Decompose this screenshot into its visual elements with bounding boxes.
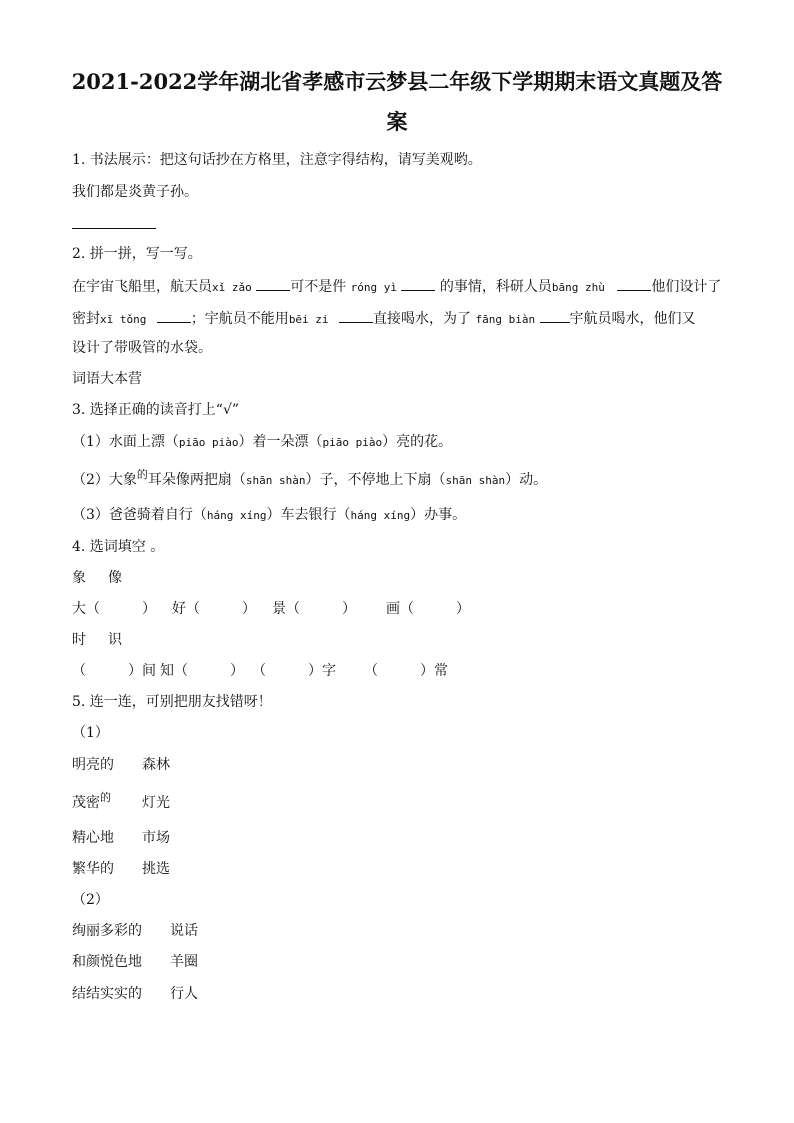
q3-text: ）车去银行（ bbox=[266, 507, 351, 523]
fill-item[interactable]: 知（ ） bbox=[160, 663, 244, 679]
match-right-item[interactable]: 市场 bbox=[142, 830, 170, 846]
pinyin-options[interactable]: piāo piào bbox=[322, 436, 383, 449]
q3-item-1 bbox=[72, 432, 452, 453]
q3-text: （1）水面上漂（ bbox=[72, 434, 179, 450]
q4-prompt: 4. 选词填空 。 bbox=[72, 539, 165, 555]
q3-text: ）办事。 bbox=[410, 507, 467, 523]
answer-blank[interactable] bbox=[157, 308, 191, 323]
pinyin-text: xī tǒng bbox=[100, 313, 147, 326]
fill-item[interactable]: （ ）常 bbox=[364, 663, 448, 679]
answer-blank[interactable] bbox=[617, 276, 651, 291]
answer-blank[interactable] bbox=[540, 308, 570, 323]
match-right-item[interactable]: 灯光 bbox=[142, 795, 170, 811]
pinyin-text: bēi zi bbox=[288, 313, 329, 326]
q1-answer-line[interactable] bbox=[72, 228, 156, 229]
q3-text: （2）大象 bbox=[72, 472, 137, 488]
q2-text: 可不是件 bbox=[290, 279, 347, 295]
q4-fill-row-1 bbox=[72, 599, 470, 619]
q5-prompt: 5. 连一连，可别把朋友找错呀！ bbox=[72, 694, 272, 710]
q3-text: （3）爸爸骑着自行（ bbox=[72, 507, 207, 523]
q4-word-options-1 bbox=[72, 568, 122, 588]
match-left-text: 茂密 bbox=[72, 795, 100, 811]
match-left-item[interactable] bbox=[72, 793, 111, 814]
q5-part-1-label: （1） bbox=[72, 725, 109, 741]
pinyin-text: fāng biàn bbox=[475, 313, 536, 326]
q1-sentence: 我们都是炎黄子孙。 bbox=[72, 184, 198, 200]
title-line-2: 案 bbox=[386, 109, 408, 134]
q3-item-2 bbox=[72, 470, 547, 491]
match-left-item[interactable]: 精心地 bbox=[72, 830, 114, 846]
q2-text: 在宇宙飞船里，航天员 bbox=[72, 279, 212, 295]
fill-item[interactable]: （ ）字 bbox=[252, 663, 336, 679]
pinyin-options[interactable]: háng xíng bbox=[350, 509, 411, 522]
match-right-item[interactable]: 羊圈 bbox=[170, 954, 198, 970]
fill-item[interactable]: 好（ ） bbox=[172, 601, 256, 617]
pinyin-options[interactable]: shān shàn bbox=[445, 474, 506, 487]
q2-text: ；宇航员不能用 bbox=[190, 311, 289, 327]
q4-word-options-2 bbox=[72, 630, 122, 650]
q4-fill-row-2 bbox=[72, 661, 448, 681]
document-title bbox=[60, 62, 734, 142]
pinyin-text: bāng zhù bbox=[551, 281, 605, 294]
q2-text: 密封 bbox=[72, 311, 100, 327]
q3-text: ）动。 bbox=[505, 472, 548, 488]
q5-part-2-label: （2） bbox=[72, 892, 109, 908]
q3-text: ）着一朵漂（ bbox=[238, 434, 323, 450]
pinyin-options[interactable]: piāo piào bbox=[178, 436, 239, 449]
match-left-item[interactable]: 和颜悦色地 bbox=[72, 954, 142, 970]
q1-prompt: 1. 书法展示：把这句话抄在方格里，注意字得结构，请写美观哟。 bbox=[72, 152, 482, 168]
q2-text: 宇航员喝水，他们又 bbox=[569, 311, 696, 327]
q2-text: 直接喝水，为了 bbox=[373, 311, 472, 327]
word-option: 象 bbox=[72, 570, 86, 586]
q2-text: 他们设计了 bbox=[651, 279, 722, 295]
match-right-item[interactable]: 说话 bbox=[170, 923, 198, 939]
pinyin-text: róng yì bbox=[350, 281, 398, 294]
q2-text: 的事情，科研人员 bbox=[439, 279, 552, 295]
q3-prompt: 3. 选择正确的读音打上“√” bbox=[72, 402, 240, 418]
pinyin-options[interactable]: háng xíng bbox=[206, 509, 267, 522]
match-left-item[interactable]: 繁华的 bbox=[72, 861, 114, 877]
word-option: 识 bbox=[108, 632, 122, 648]
q2-line-1 bbox=[72, 276, 721, 298]
section-heading: 词语大本营 bbox=[72, 371, 142, 387]
fill-item[interactable]: 画（ ） bbox=[386, 601, 470, 617]
pinyin-text: xǐ zǎo bbox=[212, 281, 252, 294]
match-left-item[interactable]: 结结实实的 bbox=[72, 986, 142, 1002]
q3-text: 的 bbox=[136, 468, 148, 481]
q3-item-3 bbox=[72, 505, 466, 526]
q2-line-2 bbox=[72, 308, 696, 330]
match-right-item[interactable]: 挑选 bbox=[142, 861, 170, 877]
match-left-item[interactable]: 绚丽多彩的 bbox=[72, 923, 142, 939]
q3-text: ）子，不停地上下扇（ bbox=[305, 472, 446, 488]
q3-text: ）亮的花。 bbox=[382, 434, 453, 450]
match-right-item[interactable]: 行人 bbox=[170, 986, 198, 1002]
answer-blank[interactable] bbox=[256, 276, 290, 291]
answer-blank[interactable] bbox=[401, 276, 435, 291]
fill-item[interactable]: 大（ ） bbox=[72, 601, 156, 617]
word-option: 时 bbox=[72, 632, 86, 648]
fill-item[interactable]: 景（ ） bbox=[272, 601, 356, 617]
fill-item[interactable]: （ ）间 bbox=[72, 663, 156, 679]
q2-line-3: 设计了带吸管的水袋。 bbox=[72, 340, 212, 356]
q2-prompt: 2. 拼一拼，写一写。 bbox=[72, 246, 202, 262]
pinyin-options[interactable]: shān shàn bbox=[245, 474, 306, 487]
q3-text: 耳朵像两把扇（ bbox=[147, 472, 246, 488]
match-left-item[interactable]: 明亮的 bbox=[72, 757, 114, 773]
answer-blank[interactable] bbox=[339, 308, 373, 323]
match-right-item[interactable]: 森林 bbox=[142, 757, 170, 773]
title-line-1: 2021-2022学年湖北省孝感市云梦县二年级下学期期末语文真题及答 bbox=[71, 69, 723, 94]
word-option: 像 bbox=[108, 570, 122, 586]
match-left-text: 的 bbox=[100, 791, 111, 804]
